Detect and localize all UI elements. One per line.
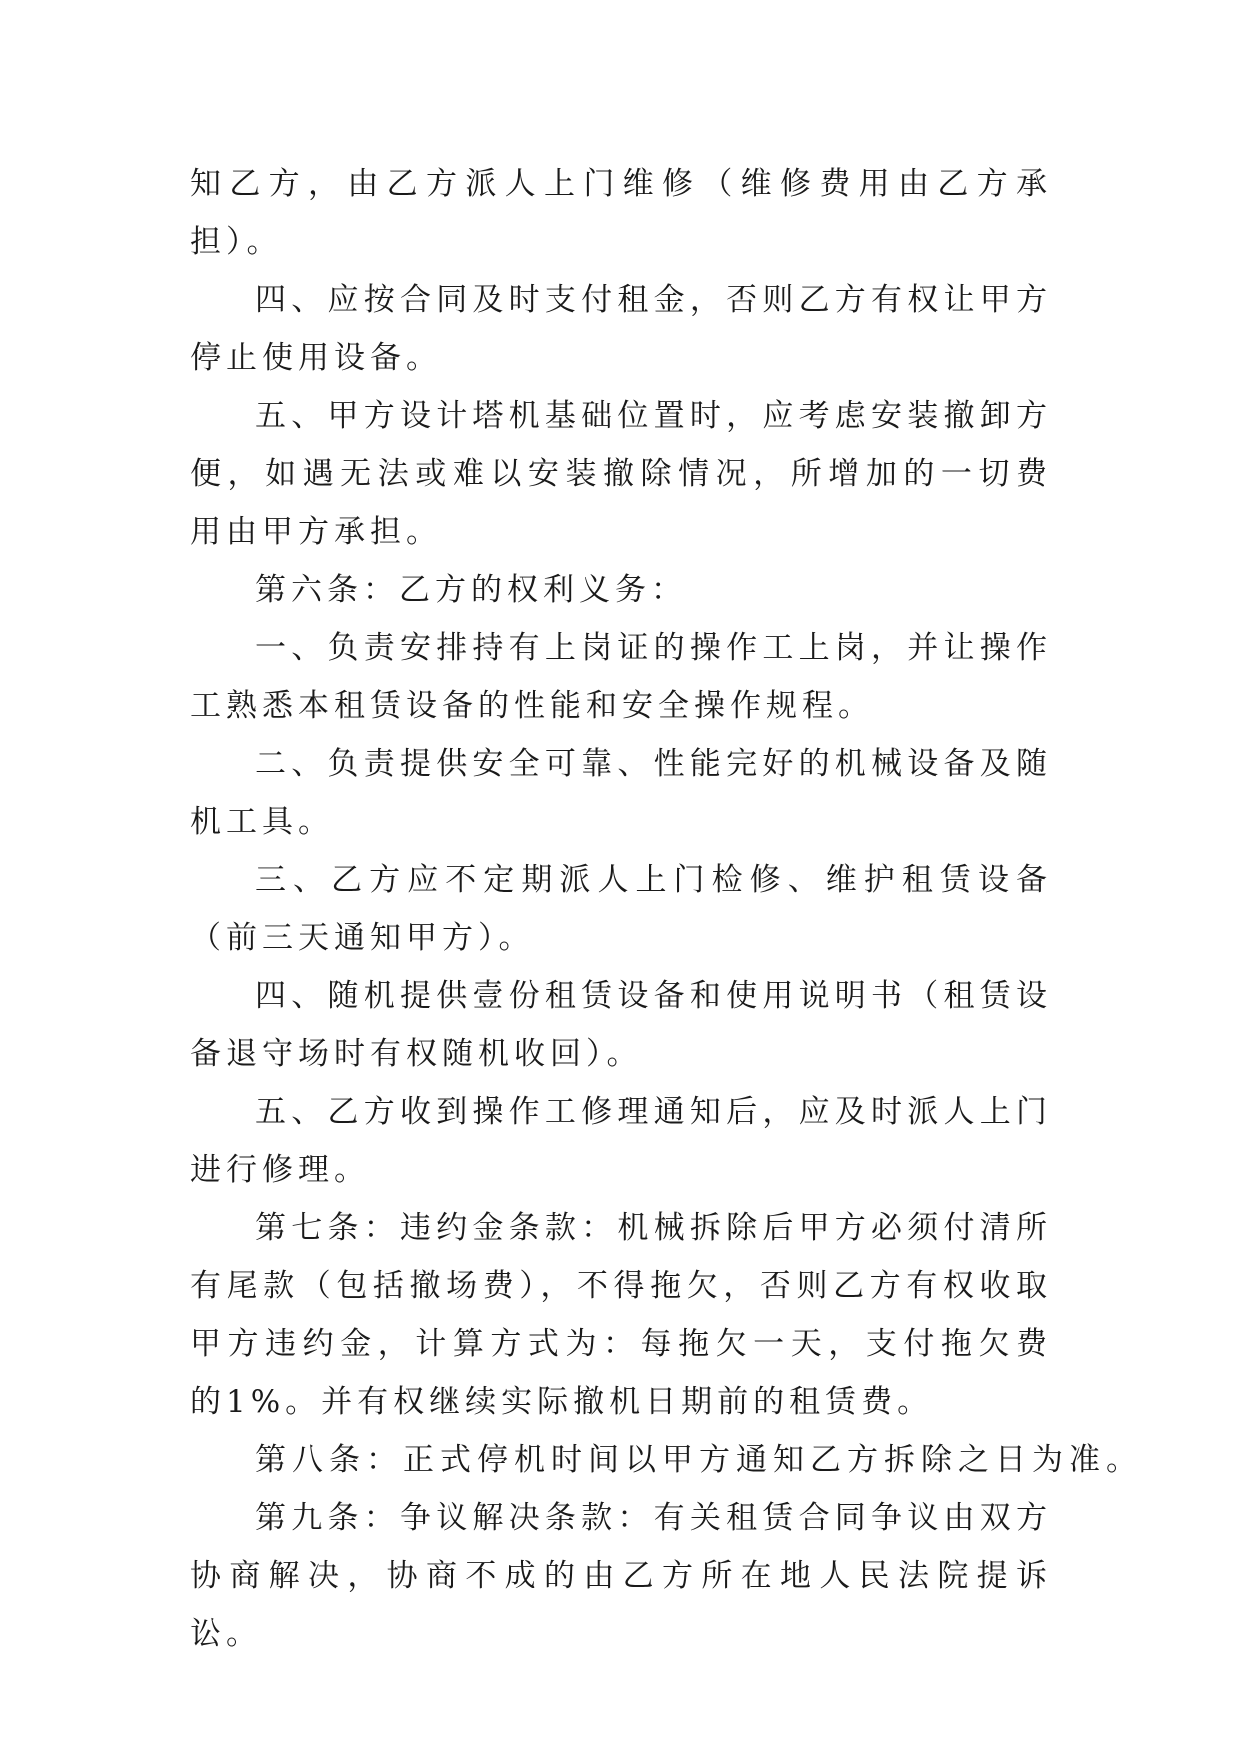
paragraph-clause-6-5: 五、乙方收到操作工修理通知后，应及时派人上门进行修理。 xyxy=(190,1094,1052,1188)
paragraph-article-7: 第七条：违约金条款：机械拆除后甲方必须付清所有尾款（包括撤场费），不得拖欠，否则乙方有权收取甲方违约金，计算方式为：每拖欠一天，支付拖欠费的1%。并有权继续实际撤机日期前的租赁费。 xyxy=(190,1210,1052,1420)
paragraph-clause-5-5: 五、甲方设计塔机基础位置时，应考虑安装撤卸方便，如遇无法或难以安装撤除情况，所增加的一切费用由甲方承担。 xyxy=(190,398,1052,550)
heading-article-6: 第六条：乙方的权利义务： xyxy=(255,572,687,608)
paragraph-article-8: 第八条：正式停机时间以甲方通知乙方拆除之日为准。 xyxy=(255,1442,1143,1478)
paragraph-clause-5-4: 四、应按合同及时支付租金，否则乙方有权让甲方停止使用设备。 xyxy=(190,282,1052,376)
paragraph-clause-6-3: 三、乙方应不定期派人上门检修、维护租赁设备（前三天通知甲方）。 xyxy=(190,862,1052,956)
paragraph-article-9: 第九条：争议解决条款：有关租赁合同争议由双方协商解决，协商不成的由乙方所在地人民法院提诉讼。 xyxy=(190,1500,1052,1652)
paragraph-continuation: 知乙方，由乙方派人上门维修（维修费用由乙方承担）。 xyxy=(190,166,1052,260)
paragraph-clause-6-2: 二、负责提供安全可靠、性能完好的机械设备及随机工具。 xyxy=(190,746,1052,840)
document-body xyxy=(190,155,1143,1663)
paragraph-clause-6-4: 四、随机提供壹份租赁设备和使用说明书（租赁设备退守场时有权随机收回）。 xyxy=(190,978,1052,1072)
paragraph-clause-6-1: 一、负责安排持有上岗证的操作工上岗，并让操作工熟悉本租赁设备的性能和安全操作规程。 xyxy=(190,630,1052,724)
